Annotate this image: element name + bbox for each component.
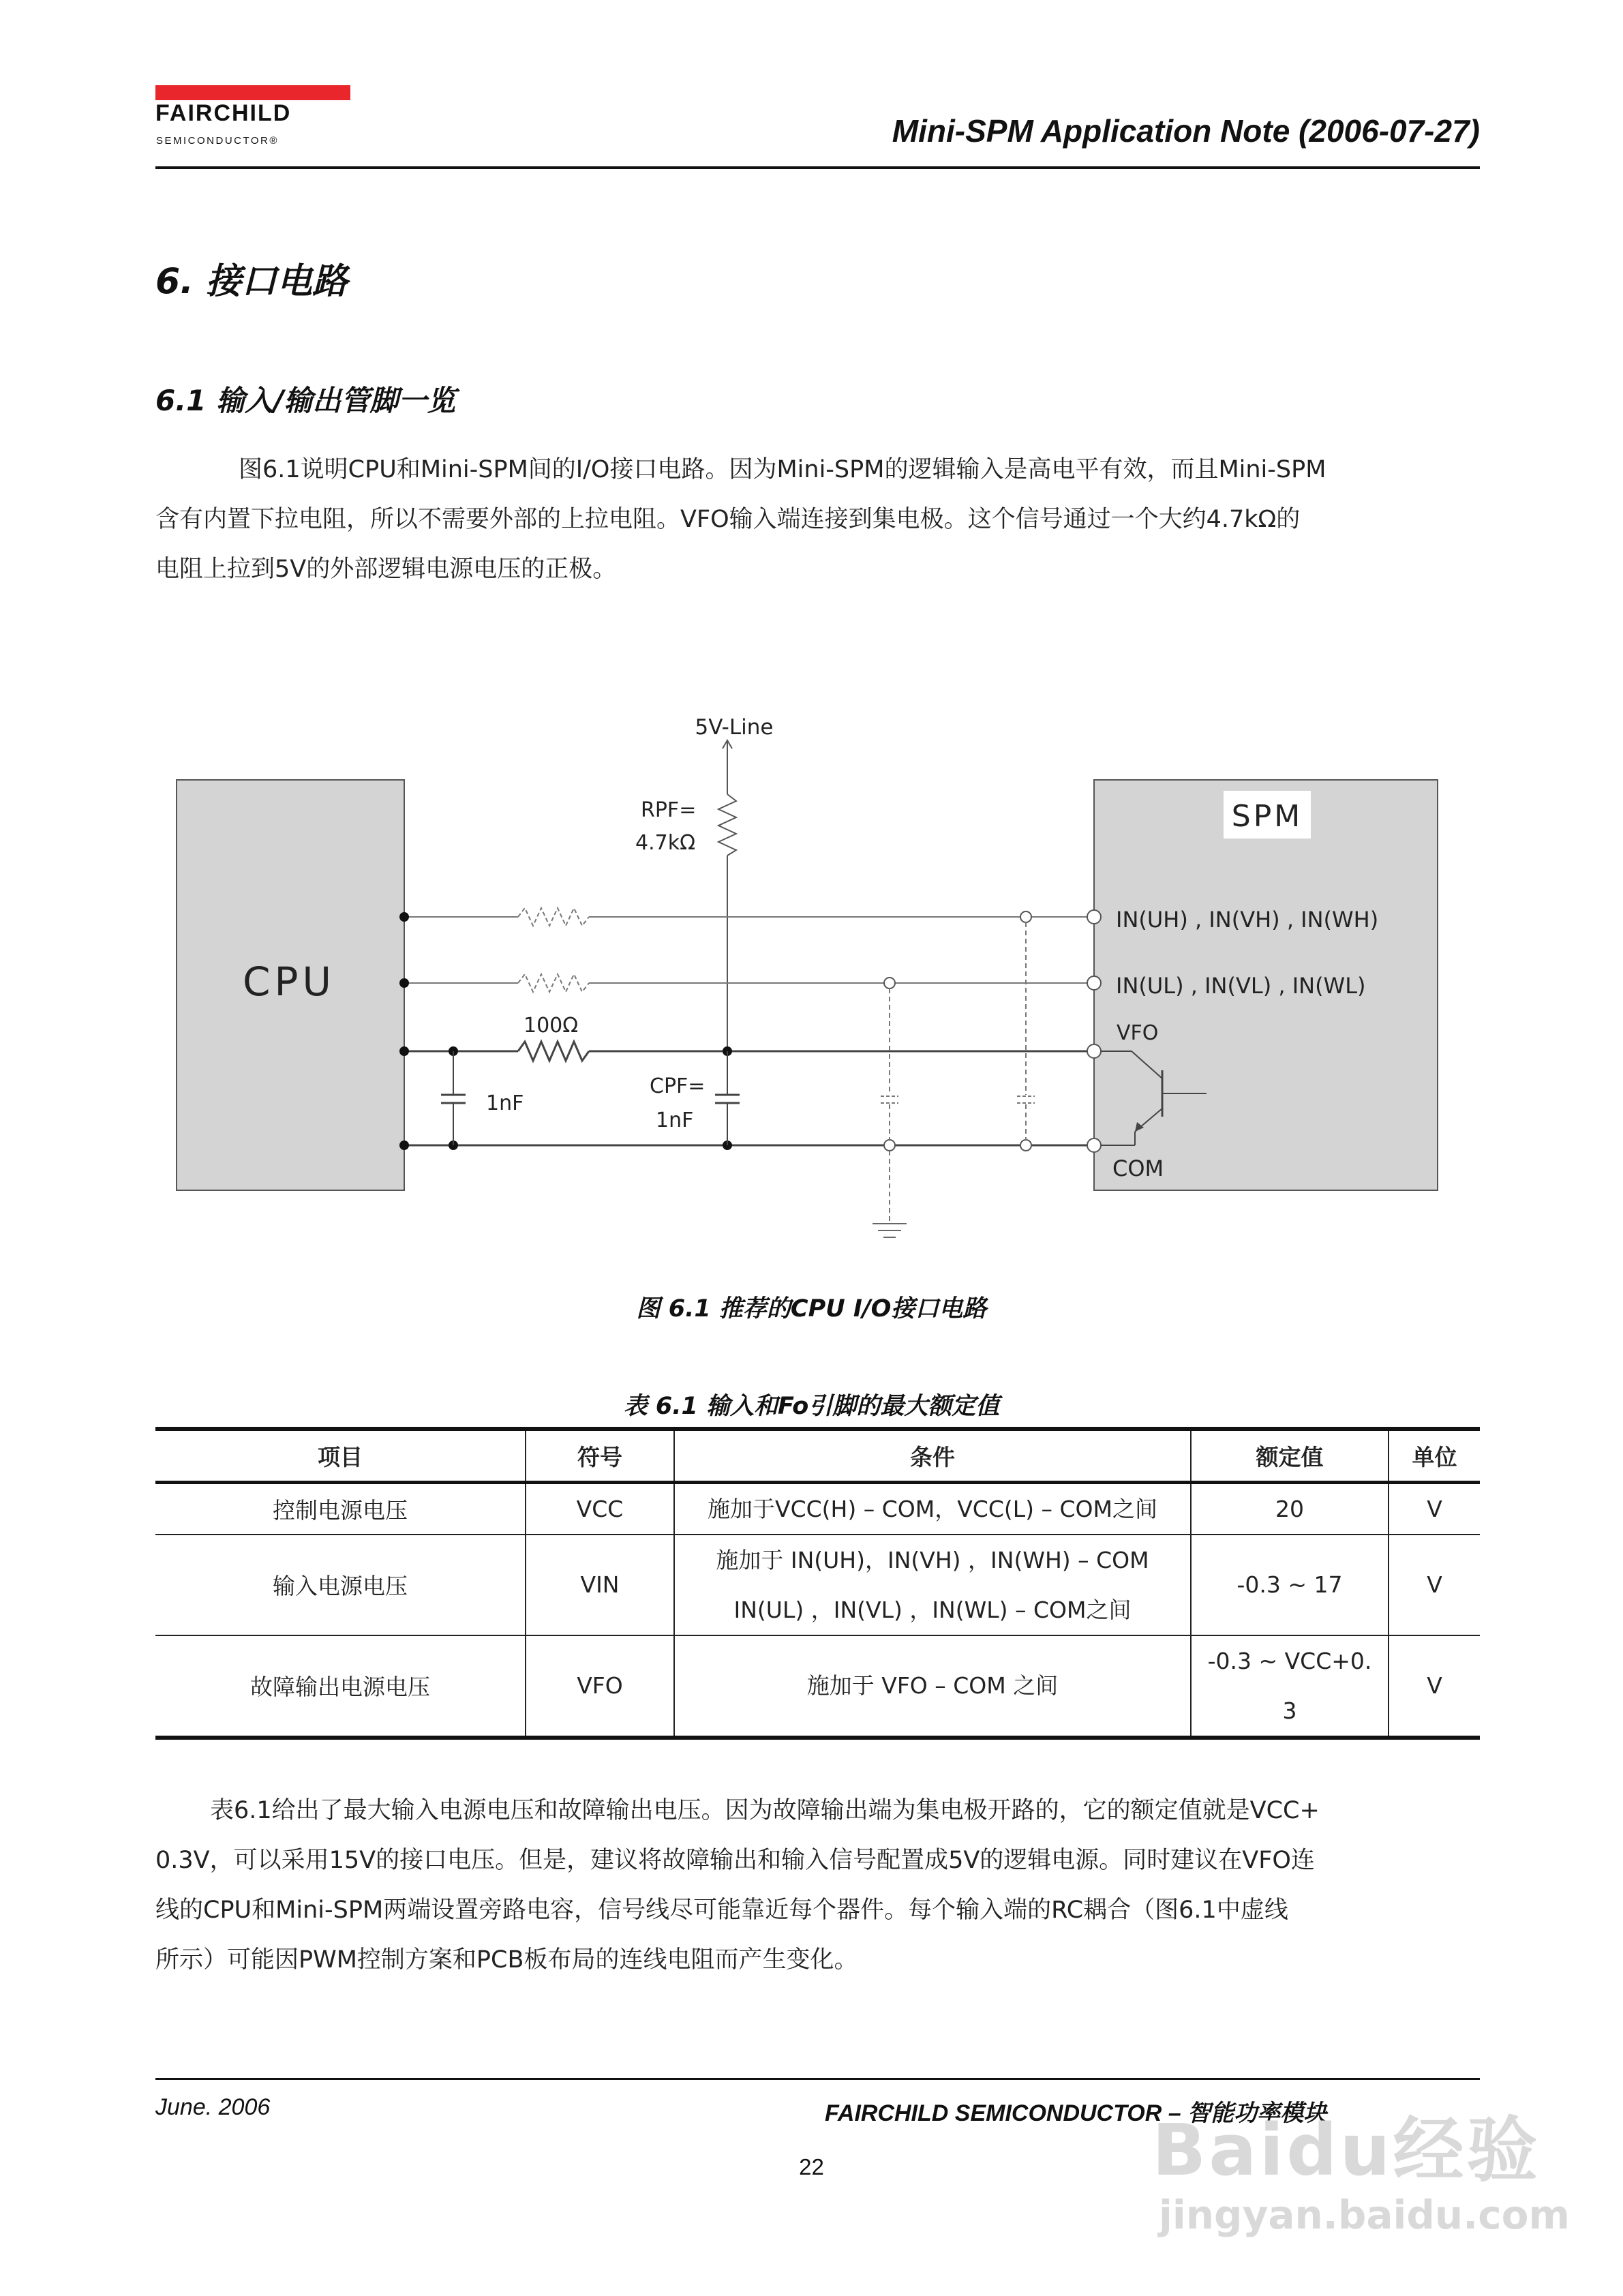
page-number: 22 — [799, 2154, 824, 2179]
para2-line: 0.3V，可以采用15V的接口电压。但是，建议将故障输出和输入信号配置成5V的逻辑电源。同时建议在VFO连 — [155, 1847, 1315, 1874]
in-high-label: IN(UH) , IN(VH) , IN(WH) — [1116, 907, 1379, 933]
table-row — [155, 1482, 1480, 1535]
rpf-value: 4.7kΩ — [635, 831, 696, 855]
cell-item: 输入电源电压 — [273, 1573, 408, 1599]
para2-line: 表6.1给出了最大输入电源电压和故障输出电压。因为故障输出端为集电极开路的，它的额定值就是VCC+ — [210, 1797, 1320, 1824]
cell-rating: -0.3 ~ 17 — [1191, 1535, 1389, 1635]
vfo-label: VFO — [1117, 1021, 1159, 1045]
explanation-paragraph — [155, 1786, 1480, 1985]
footer-divider — [155, 2078, 1480, 2080]
logo-name: FAIRCHILD — [155, 100, 292, 126]
document-title: Mini-SPM Application Note (2006-07-27) — [892, 113, 1480, 149]
cell-symbol: VCC — [526, 1482, 674, 1535]
footer-company: FAIRCHILD SEMICONDUCTOR – 智能功率模块 — [825, 2100, 1327, 2126]
footer-date: June. 2006 — [155, 2094, 271, 2120]
cell-condition: 施加于VCC(H) – COM，VCC(L) – COM之间 — [674, 1482, 1191, 1535]
para1-line: 电阻上拉到5V的外部逻辑电源电压的正极。 — [155, 556, 617, 583]
pin-com — [1087, 1138, 1101, 1152]
in-low-label: IN(UL) , IN(VL) , IN(WL) — [1116, 973, 1366, 999]
series-resistor-label: 100Ω — [524, 1014, 579, 1038]
cpf-label: CPF= — [650, 1074, 706, 1098]
junction-dot — [399, 912, 409, 922]
subsection-title: 6.1 输入/输出管脚一览 — [155, 384, 456, 417]
cell-condition: 施加于 IN(UH)，IN(VH) ，IN(WH) – COM IN(UL) ，IN(VL) ，IN(WL) – COM之间 — [674, 1535, 1191, 1635]
section-title: 6. 接口电路 — [155, 261, 348, 302]
cell-condition: 施加于 VFO – COM 之间 — [674, 1635, 1191, 1738]
cell-unit: V — [1389, 1482, 1480, 1535]
figure-caption: 图 6.1 推荐的CPU I/O接口电路 — [636, 1295, 987, 1323]
pin-in-high — [1087, 910, 1101, 924]
table-caption: 表 6.1 输入和Fo引脚的最大额定值 — [623, 1393, 1000, 1420]
rpf-label: RPF= — [641, 798, 697, 822]
watermark-url: jingyan.baidu.com — [1159, 2192, 1570, 2238]
para1-line: 图6.1说明CPU和Mini-SPM间的I/O接口电路。因为Mini-SPM的逻辑输入是高电平有效，而且Mini-SPM — [239, 456, 1326, 483]
pin-in-low — [1087, 976, 1101, 990]
logo-subtitle: SEMICONDUCTOR® — [156, 135, 279, 147]
cpf-value: 1nF — [656, 1108, 694, 1132]
table-row — [155, 1635, 1480, 1738]
spm-label: SPM — [1231, 799, 1303, 834]
cpu-label: CPU — [243, 958, 335, 1005]
cell-rating: 20 — [1191, 1482, 1389, 1535]
cell-item: 控制电源电压 — [273, 1496, 408, 1524]
header-condition: 条件 — [674, 1429, 1191, 1482]
header-symbol: 符号 — [526, 1429, 674, 1482]
com-label: COM — [1112, 1155, 1164, 1181]
header-unit: 单位 — [1389, 1429, 1480, 1482]
table-row — [155, 1535, 1480, 1635]
cell-symbol: VIN — [526, 1535, 674, 1635]
series-resistor — [518, 1042, 589, 1061]
header-item: 项目 — [155, 1429, 526, 1482]
ratings-table — [155, 1427, 1480, 1740]
interface-circuit-diagram — [0, 695, 1623, 1261]
cell-unit: V — [1389, 1635, 1480, 1738]
intro-paragraph — [155, 445, 1480, 594]
logo-red-bar — [155, 85, 350, 100]
header-divider — [155, 166, 1480, 169]
capacitor-left-label: 1nF — [486, 1091, 524, 1115]
supply-label: 5V-Line — [695, 715, 774, 740]
para1-line: 含有内置下拉电阻，所以不需要外部的上拉电阻。VFO输入端连接到集电极。这个信号通过一个大约4.7kΩ的 — [155, 506, 1301, 533]
cell-unit: V — [1389, 1535, 1480, 1635]
watermark-logo: Baidu经验 — [1152, 2109, 1541, 2192]
cell-rating: -0.3 ~ VCC+0. 3 — [1191, 1635, 1389, 1738]
header-rating: 额定值 — [1191, 1429, 1389, 1482]
pullup-resistor — [718, 794, 736, 856]
coupling-resistor-dashed — [518, 908, 589, 926]
para2-line: 线的CPU和Mini-SPM两端设置旁路电容，信号线尽可能靠近每个器件。每个输入端的RC耦合（图6.1中虚线 — [155, 1897, 1288, 1924]
pin-vfo — [1087, 1044, 1101, 1058]
cell-item: 故障输出电源电压 — [250, 1674, 430, 1700]
table-header-row — [155, 1429, 1480, 1482]
cell-symbol: VFO — [526, 1635, 674, 1738]
para2-line: 所示）可能因PWM控制方案和PCB板布局的连线电阻而产生变化。 — [155, 1946, 858, 1974]
